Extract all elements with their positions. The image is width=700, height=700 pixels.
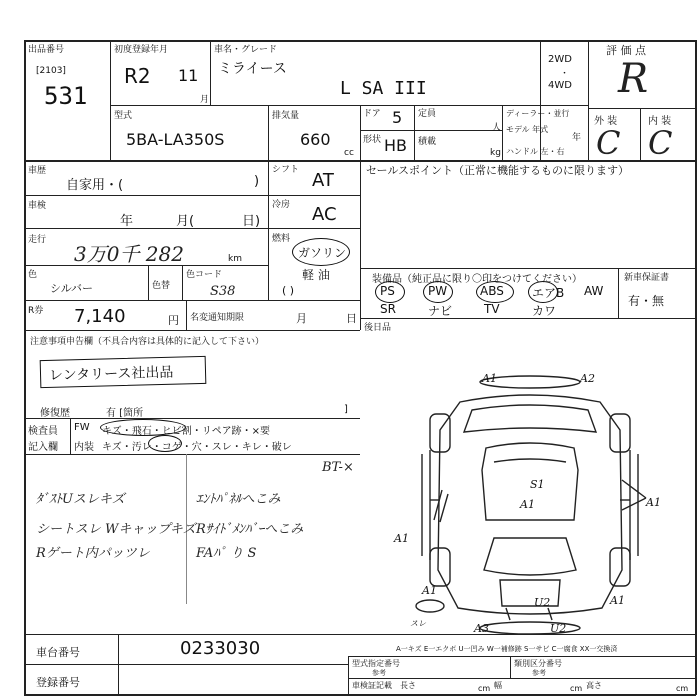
footer-ref-1: 参考 — [372, 669, 386, 677]
first-reg-label: 初度登録年月 — [114, 45, 169, 55]
warranty-label: 新車保証書 — [624, 273, 670, 283]
mark-u2-rear: U2 — [534, 596, 551, 609]
interior-label: 内 装 — [648, 116, 672, 127]
footer-dims: 車検証記載 — [352, 681, 392, 690]
mark-a1-top: A1 — [482, 372, 497, 385]
mileage-unit: km — [228, 254, 242, 264]
footer-cm-2: cm — [570, 684, 583, 693]
remark-4: Rｻｲﾄﾞﾒﾝﾊﾞｰへこみ — [196, 522, 304, 537]
footer-width: 幅 — [494, 681, 502, 690]
load-unit: kg — [490, 148, 501, 158]
notes-label: 注意事項申告欄（不具合内容は具体的に記入して下さい） — [30, 337, 265, 347]
equipment-pw-circle — [423, 281, 453, 303]
exterior-label: 外 装 — [594, 116, 618, 127]
equipment-abs: ABS — [480, 284, 504, 298]
color-label: 色 — [28, 270, 38, 280]
first-reg-era: R2 — [124, 64, 151, 88]
history-value: 自家用・( — [66, 178, 124, 193]
repair-value: 有 [箇所 — [106, 408, 144, 419]
doors-value: 5 — [392, 108, 403, 127]
drive-dot: ・ — [560, 69, 570, 79]
vehicle-grade: L SA III — [340, 78, 427, 99]
equipment-aw: AW — [584, 284, 604, 298]
car-damage-diagram — [390, 370, 670, 640]
rtax-label: R券 — [28, 306, 44, 316]
inspection-label: 車検 — [28, 201, 47, 211]
displacement-value: 660 — [300, 130, 331, 149]
fw-scratch-circle — [100, 419, 186, 436]
rtax-value: 7,140 — [74, 306, 126, 327]
chassis-value: 0233030 — [180, 638, 261, 659]
inspection-day: 日) — [242, 214, 261, 229]
mark-sure: スレ — [410, 619, 426, 628]
shift-value: AT — [312, 170, 334, 191]
grade-eval-value: R — [618, 56, 649, 102]
body-label: 形状 — [363, 135, 382, 145]
inspector-in-items: キズ・汚レ・コゲ・穴・スレ・キレ・破レ — [102, 442, 292, 453]
inner-dirt-circle — [148, 435, 182, 452]
footer-cm-1: cm — [478, 684, 491, 693]
remark-1: ﾀﾞｽﾄUスレキズ — [36, 492, 125, 507]
mark-a2-top: A2 — [580, 372, 595, 385]
sales-point-label: セールスポイント（正常に機能するものに限ります） — [366, 164, 630, 177]
registration-label: 登録番号 — [36, 676, 80, 689]
fuel-gas-circle — [292, 238, 350, 266]
rental-stamp — [40, 356, 207, 388]
footer-height: 高さ — [586, 681, 602, 690]
repair-close: ] — [344, 404, 348, 415]
fuel-label: 燃料 — [272, 234, 291, 244]
dealer-handle: ハンドル 左・右 — [506, 147, 565, 156]
footer-model-no: 型式指定番号 — [352, 659, 400, 668]
ac-value: AC — [312, 204, 337, 225]
remark-5: Rゲート内パッツレ — [36, 546, 150, 561]
first-reg-month: 11 — [178, 66, 199, 85]
interior-grade: C — [648, 124, 673, 162]
shift-label: シフト — [272, 165, 300, 175]
mark-a1-roof: A1 — [520, 498, 535, 511]
capacity-unit: 人 — [492, 123, 502, 133]
lot-number: 531 — [44, 82, 88, 110]
fuel-diesel: 軽 油 — [302, 268, 330, 282]
mileage-label: 走行 — [28, 235, 47, 245]
drive-2wd: 2WD — [548, 54, 572, 65]
footer-class-no: 類別区分番号 — [514, 659, 562, 668]
notice-month: 月 — [296, 312, 307, 325]
equipment-airbag-circle — [528, 281, 558, 303]
history-label: 車歴 — [28, 166, 47, 176]
inspector-sub: 記入欄 — [28, 442, 58, 453]
mark-a1-rear-left: A1 — [422, 584, 437, 597]
doors-label: ドア — [363, 109, 381, 119]
mileage-value: 3万0千 282 — [74, 242, 184, 266]
inspector-fw-items: キズ・飛石・ヒビ割・リペア跡・×要 — [102, 426, 270, 437]
equipment-airbag: エアB — [532, 286, 565, 300]
color-value: シルバー — [50, 282, 93, 295]
lot-code: [2103] — [36, 66, 66, 76]
capacity-label: 定員 — [418, 109, 437, 119]
equipment-ps-circle — [375, 281, 405, 303]
vehicle-name: ミライース — [218, 61, 287, 77]
dealer-year-unit: 年 — [572, 133, 582, 143]
exterior-grade: C — [596, 124, 621, 162]
body-value: HB — [384, 136, 408, 155]
dealer-model-year: モデル 年式 — [506, 125, 549, 134]
inspection-month: 月( — [176, 214, 195, 229]
footer-ref-2: 参考 — [532, 669, 546, 677]
fuel-paren: ( ) — [282, 284, 295, 297]
remark-bt: BT-× — [322, 460, 354, 475]
displacement-label: 排気量 — [272, 111, 300, 121]
displacement-unit: cc — [344, 148, 354, 158]
color-code-label: 色コード — [186, 270, 223, 280]
load-label: 積載 — [418, 137, 437, 147]
equipment-navi: ナビ — [428, 304, 453, 318]
chassis-label: 車台番号 — [36, 646, 80, 659]
mark-u2-bumper: U2 — [550, 622, 567, 635]
equipment-sr: SR — [380, 302, 396, 316]
rear-seat-label: 後日品 — [364, 323, 392, 333]
remark-6: FAﾊﾟ り S — [196, 546, 257, 561]
mark-a1-right: A1 — [646, 496, 661, 509]
equipment-label: 装備品（純正品に限り〇印をつけてください） — [372, 274, 582, 285]
model-value: 5BA-LA350S — [126, 130, 225, 149]
inspector-inner: 内装 — [74, 442, 94, 453]
notice-label: 名変通知期限 — [190, 313, 245, 323]
mark-a1-left: A1 — [394, 532, 409, 545]
ac-label: 冷房 — [272, 200, 291, 210]
mark-a1-rear-right: A1 — [610, 594, 625, 607]
color-change-label: 色替 — [152, 281, 171, 291]
notice-day: 日 — [346, 312, 357, 325]
equipment-leather: カワ — [532, 304, 557, 318]
equipment-abs-circle — [476, 281, 514, 303]
color-code: S38 — [210, 284, 236, 299]
rtax-unit: 円 — [168, 314, 179, 327]
mark-a3: A3 — [474, 622, 489, 635]
inspection-year: 年 — [120, 214, 134, 229]
remark-2: ｴﾝﾄﾊﾟﾈﾙへこみ — [196, 492, 281, 507]
rental-stamp-text: レンタリース社出品 — [48, 364, 174, 384]
equipment-pw: PW — [428, 284, 448, 298]
equipment-tv: TV — [484, 302, 500, 316]
remark-3: シートスレ Wキャップキズ — [36, 522, 196, 537]
model-label: 型式 — [114, 111, 133, 121]
damage-legend: A一キズ E一エクボ U一凹み W一補修跡 S一サビ C一腐食 XX一交換済 — [396, 645, 618, 653]
repair-label: 修復歴 — [40, 408, 70, 419]
inspector-fw: FW — [74, 422, 90, 433]
first-reg-month-unit: 月 — [200, 95, 210, 105]
warranty-value: 有・無 — [628, 294, 665, 308]
vehicle-label: 車名・グレード — [214, 45, 278, 55]
dealer-label: ディーラー・並行 — [506, 109, 570, 118]
equipment-ps: PS — [380, 284, 395, 298]
grade-eval-label: 評 価 点 — [606, 44, 646, 57]
footer-length: 長さ — [400, 681, 416, 690]
inspector-label: 検査員 — [28, 426, 58, 437]
drive-4wd: 4WD — [548, 80, 572, 91]
fuel-gas: ガソリン — [298, 246, 347, 260]
footer-cm-3: cm — [676, 684, 689, 693]
history-close: ) — [254, 174, 260, 189]
mark-s1: S1 — [530, 478, 545, 491]
lot-label: 出品番号 — [28, 45, 65, 55]
